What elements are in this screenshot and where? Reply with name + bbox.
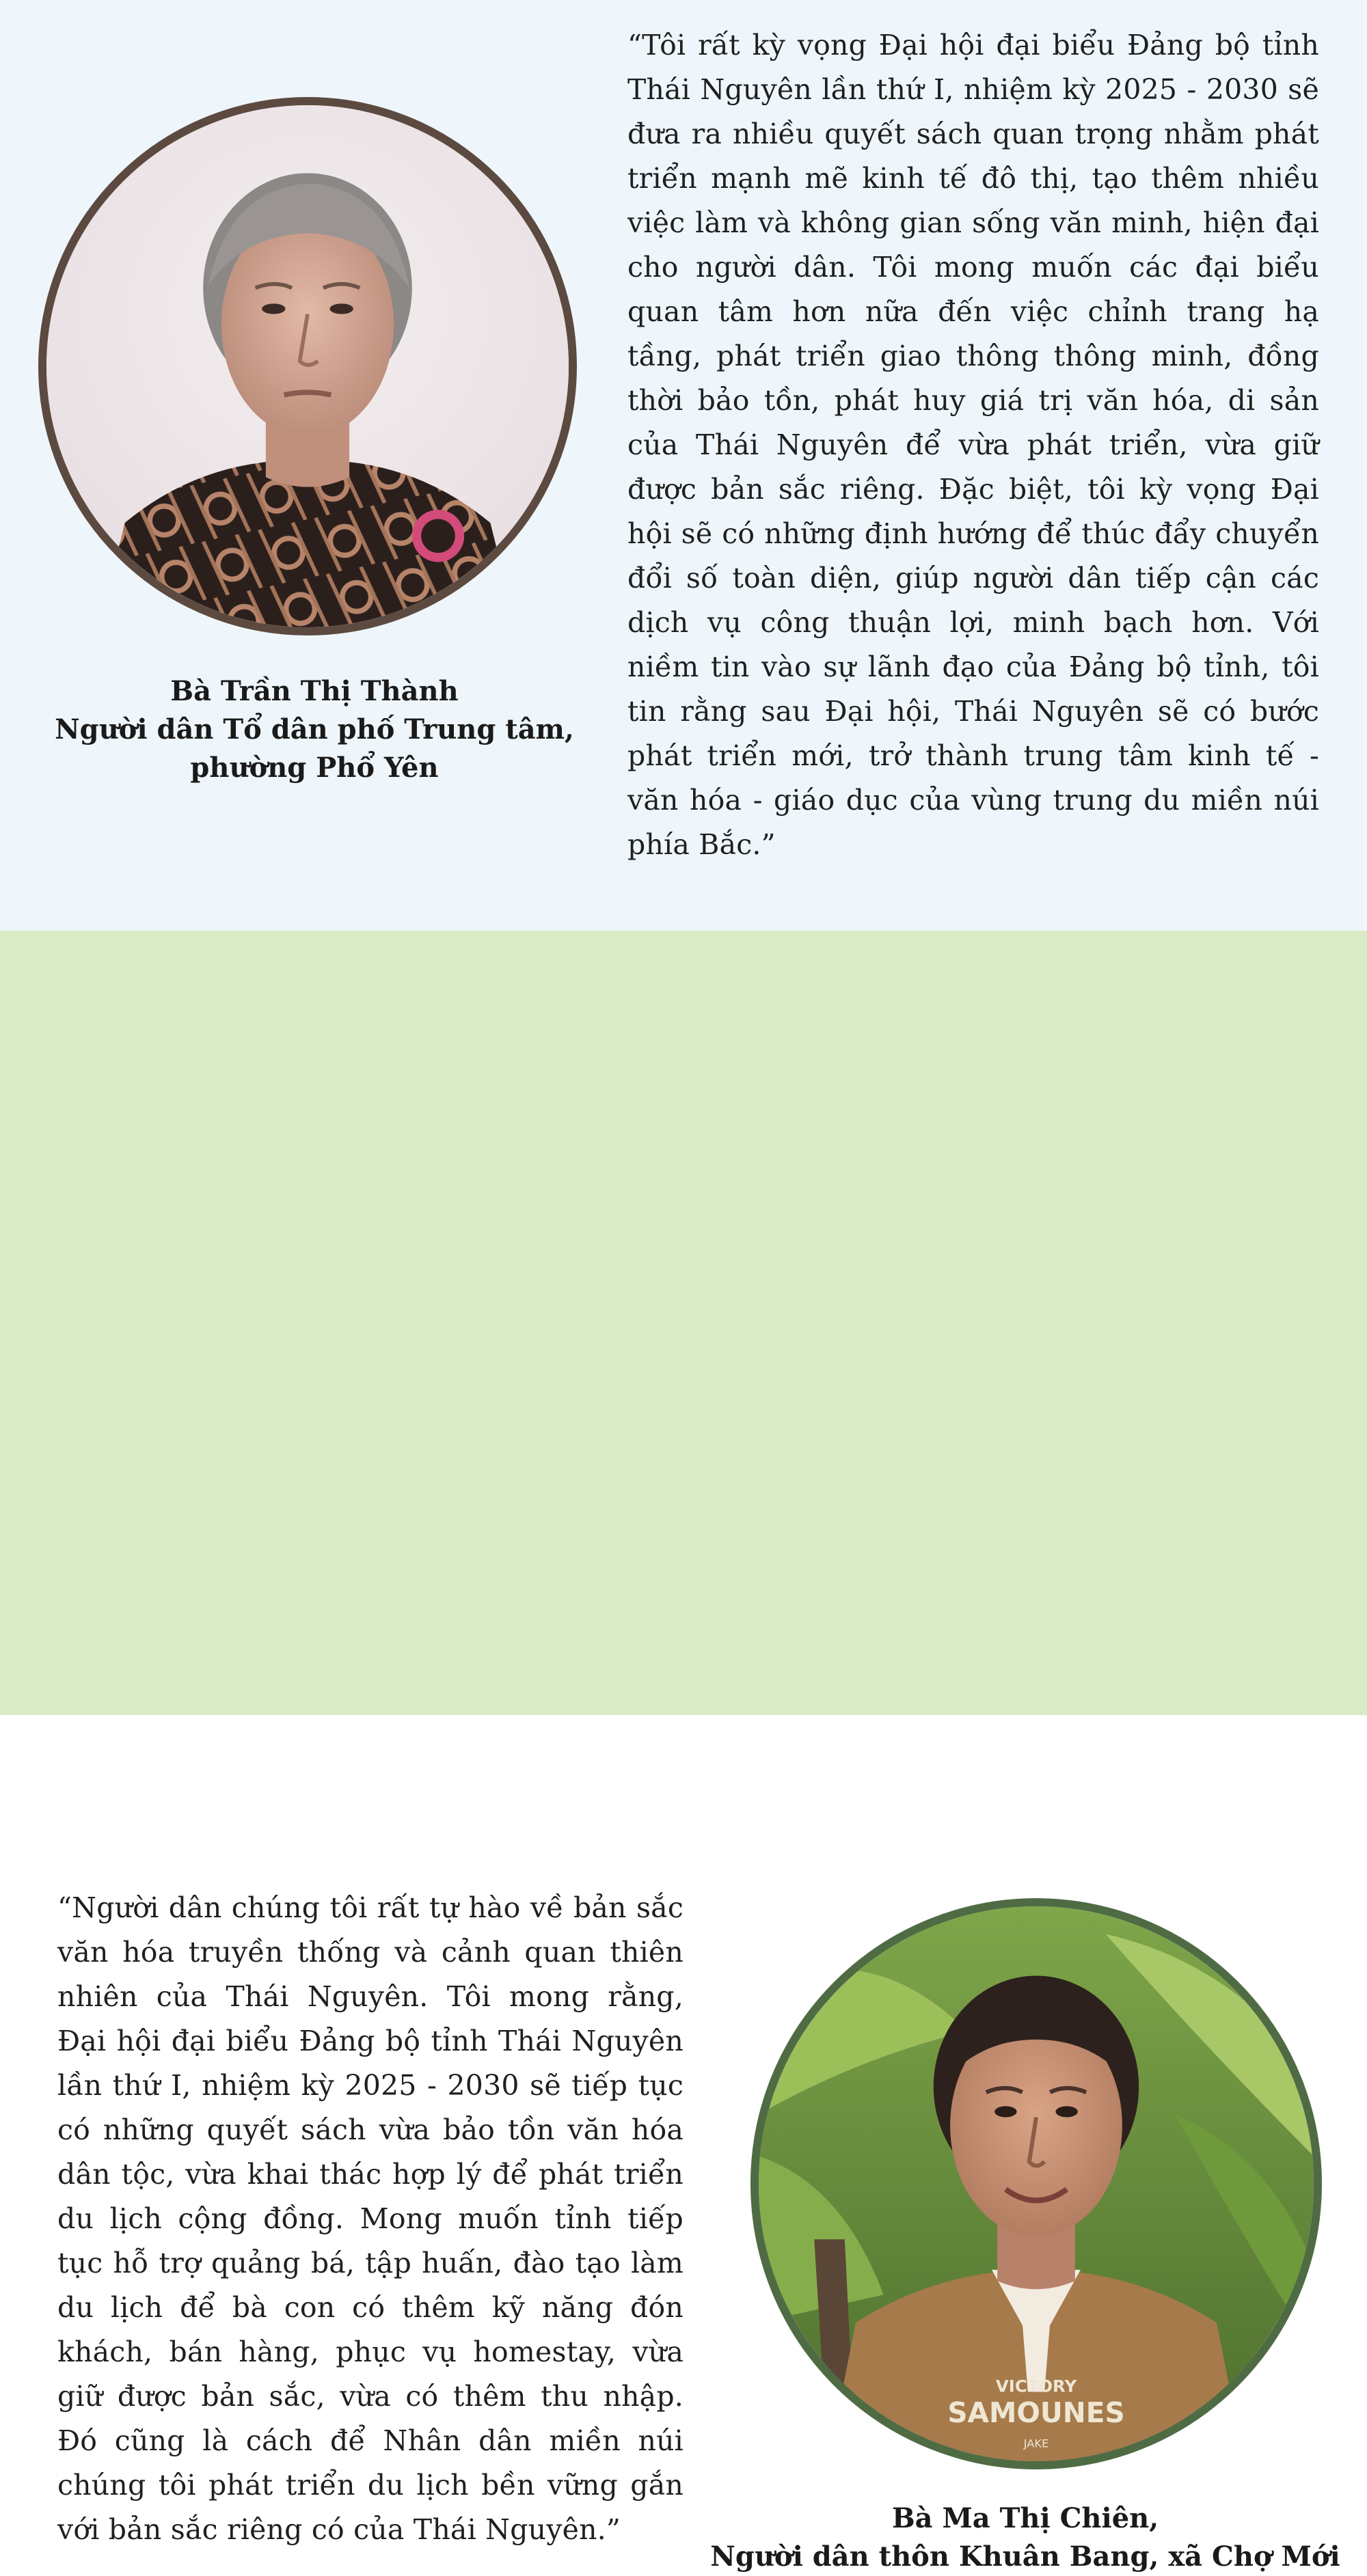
shirt-print-samounes: SAMOUNES <box>947 2396 1125 2430</box>
caption-ma-thi-chien <box>690 2499 1360 2576</box>
portrait-illustration-woman-elderly <box>46 105 569 627</box>
quote-ma-thi-chien: “Người dân chúng tôi rất tự hào về bản sắc văn hóa truyền thống và cảnh quan thiên nhiên của Thái Nguyên. Tôi mong rằng, Đại hội đại biểu Đảng bộ tỉnh Thái Nguyên lần thứ I, nhiệm kỳ 2025 - 2030 sẽ tiếp tục có những quyết sách vừa bảo tồn văn hóa dân tộc, vừa khai thác hợp lý để phát triển du lịch cộng đồng. Mong muốn tỉnh tiếp tục hỗ trợ quảng bá, tập huấn, đào tạo làm du lịch để bà con có thêm kỹ năng đón khách, bán hàng, phục vụ homestay, vừa giữ được bản sắc, vừa có thêm thu nhập. Đó cũng là cách để Nhân dân miền núi chúng tôi phát triển du lịch bền vững gắn với bản sắc riêng có của Thái Nguyên.” <box>57 1891 684 2546</box>
shirt-print-jake: JAKE <box>1023 2437 1049 2450</box>
caption-tran-thi-thanh <box>27 672 601 787</box>
bottom-profile-section <box>0 931 1367 2573</box>
caption-name: Bà Ma Thị Chiên, <box>891 2502 1159 2534</box>
top-profile-section <box>0 0 1367 931</box>
caption-location: phường Phổ Yên <box>190 752 439 784</box>
caption-role-location: Người dân thôn Khuân Bang, xã Chợ Mới <box>710 2540 1340 2573</box>
portrait-photo-tran-thi-thanh <box>38 97 577 635</box>
portrait-illustration-woman-garden <box>759 1906 1314 2461</box>
caption-role: Người dân Tổ dân phố Trung tâm, <box>55 713 574 745</box>
shirt-print-victory: VICTORY <box>995 2376 1077 2396</box>
quote-tran-thi-thanh: “Tôi rất kỳ vọng Đại hội đại biểu Đảng bộ tỉnh Thái Nguyên lần thứ I, nhiệm kỳ 2025 - 2030 sẽ đưa ra nhiều quyết sách quan trọng nhằm phát triển mạnh mẽ kinh tế đô thị, tạo thêm nhiều việc làm và không gian sống văn minh, hiện đại cho người dân. Tôi mong muốn các đại biểu quan tâm hơn nữa đến việc chỉnh trang hạ tầng, phát triển giao thông thông minh, đồng thời bảo tồn, phát huy giá trị văn hóa, di sản của Thái Nguyên để vừa phát triển, vừa giữ được bản sắc riêng. Đặc biệt, tôi kỳ vọng Đại hội sẽ có những định hướng để thúc đẩy chuyển đổi số toàn diện, giúp người dân tiếp cận các dịch vụ công thuận lợi, minh bạch hơn. Với niềm tin vào sự lãnh đạo của Đảng bộ tỉnh, tôi tin rằng sau Đại hội, Thái Nguyên sẽ có bước phát triển mới, trở thành trung tâm kinh tế - văn hóa - giáo dục của vùng trung du miền núi phía Bắc.” <box>627 29 1319 861</box>
caption-name: Bà Trần Thị Thành <box>170 675 459 707</box>
portrait-photo-ma-thi-chien <box>750 1898 1322 2469</box>
